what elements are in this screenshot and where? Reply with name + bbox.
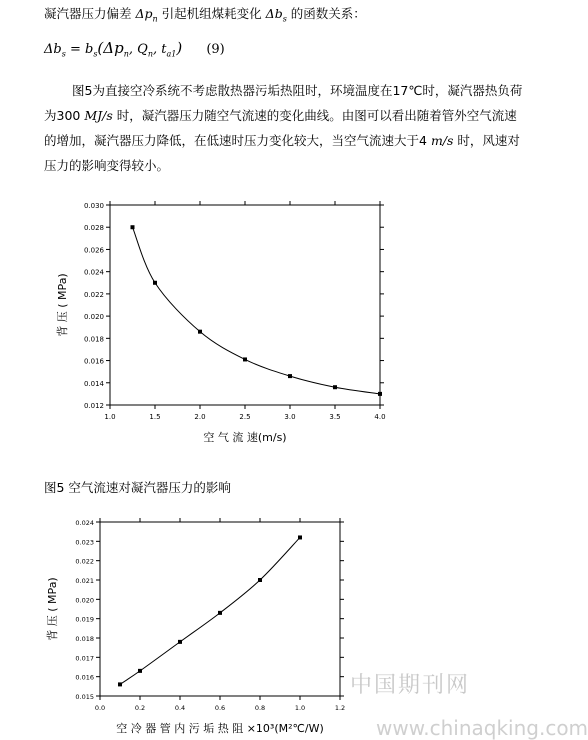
x-tick-label: 0.4 xyxy=(174,704,186,712)
para2-line2-unit: MJ/s xyxy=(84,108,113,123)
x-axis-label: 空 气 流 速(m/s) xyxy=(203,431,287,444)
eq-lhs-sub: s xyxy=(61,49,66,59)
x-tick-label: 0.6 xyxy=(214,704,226,712)
x-axis-label: 空 冷 器 管 内 污 垢 热 阻 ×10³(M²℃/W) xyxy=(116,722,324,735)
x-tick-label: 2.0 xyxy=(194,413,206,421)
x-tick-label: 3.5 xyxy=(329,413,341,421)
y-tick-label: 0.024 xyxy=(83,268,104,277)
y-tick-label: 0.028 xyxy=(83,224,104,233)
data-point xyxy=(218,611,222,615)
eq-b-sub: s xyxy=(93,49,98,59)
para2-line1: 图5为直接空冷系统不考虑散热器污垢热阻时，环境温度在17℃时，凝汽器热负荷 xyxy=(72,83,523,98)
para2-line4: 压力的影响变得较小。 xyxy=(44,158,170,173)
intro-tail: 的函数关系： xyxy=(290,6,366,21)
y-tick-label: 0.014 xyxy=(83,379,104,388)
para2-line2 xyxy=(44,106,517,126)
y-tick-label: 0.023 xyxy=(75,538,94,547)
data-point xyxy=(258,578,262,582)
eq-args: (Δp xyxy=(97,39,124,57)
data-point xyxy=(153,281,157,285)
data-point xyxy=(288,374,292,378)
x-tick-label: 1.2 xyxy=(334,704,346,712)
delta-p-symbol xyxy=(135,6,158,24)
eq-t-sub: a1 xyxy=(166,49,177,59)
y-tick-label: 0.019 xyxy=(75,615,94,624)
eq-q-sub: n xyxy=(147,49,153,59)
data-point xyxy=(118,682,122,686)
y-tick-label: 0.015 xyxy=(75,693,94,701)
x-tick-label: 1.5 xyxy=(149,413,161,421)
eq-t: , t xyxy=(152,42,167,57)
y-tick-label: 0.012 xyxy=(83,402,104,410)
para2-line3-b: 时，风速对 xyxy=(457,133,520,148)
y-axis-label: 背 压 ( MPa) xyxy=(56,273,69,337)
x-tick-label: 1.0 xyxy=(104,413,116,421)
eq-p-sub: n xyxy=(123,49,129,59)
eq-q: , Q xyxy=(128,42,148,57)
y-tick-label: 0.030 xyxy=(83,202,104,210)
airspeed-backpressure-chart xyxy=(56,195,400,450)
eq-equals: = b xyxy=(65,42,94,57)
x-tick-label: 1.0 xyxy=(294,704,306,712)
data-point xyxy=(333,385,337,389)
delta-p-text: Δp xyxy=(135,6,153,21)
y-tick-label: 0.026 xyxy=(83,246,104,255)
x-tick-label: 0.2 xyxy=(134,704,146,712)
fit-curve xyxy=(133,227,381,394)
y-tick-label: 0.020 xyxy=(83,313,104,322)
y-tick-label: 0.017 xyxy=(75,654,94,663)
data-point xyxy=(378,392,382,396)
y-tick-label: 0.020 xyxy=(75,596,94,605)
x-tick-label: 0.8 xyxy=(254,704,266,712)
y-tick-label: 0.022 xyxy=(83,290,104,299)
y-tick-label: 0.022 xyxy=(75,557,94,566)
y-tick-label: 0.024 xyxy=(75,519,94,527)
watermark-cn: 中国期刊网 xyxy=(350,673,471,698)
data-point xyxy=(131,225,135,229)
plot-frame xyxy=(110,205,380,405)
fit-curve xyxy=(120,537,300,684)
para2-line2-a: 为300 xyxy=(44,108,81,123)
y-tick-label: 0.016 xyxy=(83,357,104,366)
data-point xyxy=(298,535,302,539)
para2-line3-a: 的增加，凝汽器压力降低，在低速时压力变化较大，当空气流速大于4 xyxy=(44,133,427,148)
delta-b-text: Δb xyxy=(265,6,283,21)
delta-b-sub: s xyxy=(282,14,287,24)
eq-number: (9) xyxy=(206,42,225,57)
y-tick-label: 0.016 xyxy=(75,673,94,682)
x-tick-label: 0.0 xyxy=(94,704,106,712)
figure5-caption: 图5 空气流速对凝汽器压力的影响 xyxy=(44,480,231,495)
intro-line xyxy=(44,4,366,30)
para2-line2-b: 时，凝汽器压力随空气流速的变化曲线。由图可以看出随着管外空气流速 xyxy=(116,108,517,123)
eq-lhs: Δb xyxy=(44,42,62,57)
intro-mid: 引起机组煤耗变化 xyxy=(161,6,262,21)
para2-line3 xyxy=(44,131,520,151)
data-point xyxy=(138,669,142,673)
plot-frame xyxy=(100,522,340,696)
data-point xyxy=(243,357,247,361)
fouling-backpressure-chart xyxy=(46,512,360,740)
y-axis-label: 背 压 ( MPa) xyxy=(46,577,59,641)
data-point xyxy=(198,330,202,334)
intro-lead: 凝汽器压力偏差 xyxy=(44,6,132,21)
eq-close: ) xyxy=(176,39,183,57)
equation-9 xyxy=(44,38,225,65)
y-tick-label: 0.018 xyxy=(83,335,104,344)
delta-p-sub: n xyxy=(152,14,158,24)
para2-line3-unit: m/s xyxy=(430,133,454,148)
x-tick-label: 2.5 xyxy=(239,413,251,421)
x-tick-label: 4.0 xyxy=(374,413,386,421)
y-tick-label: 0.018 xyxy=(75,635,94,643)
watermark-url: www.chinaqking.com xyxy=(376,716,588,740)
y-tick-label: 0.021 xyxy=(75,577,94,585)
data-point xyxy=(178,640,182,644)
x-tick-label: 3.0 xyxy=(284,413,296,421)
delta-b-symbol xyxy=(265,6,287,24)
